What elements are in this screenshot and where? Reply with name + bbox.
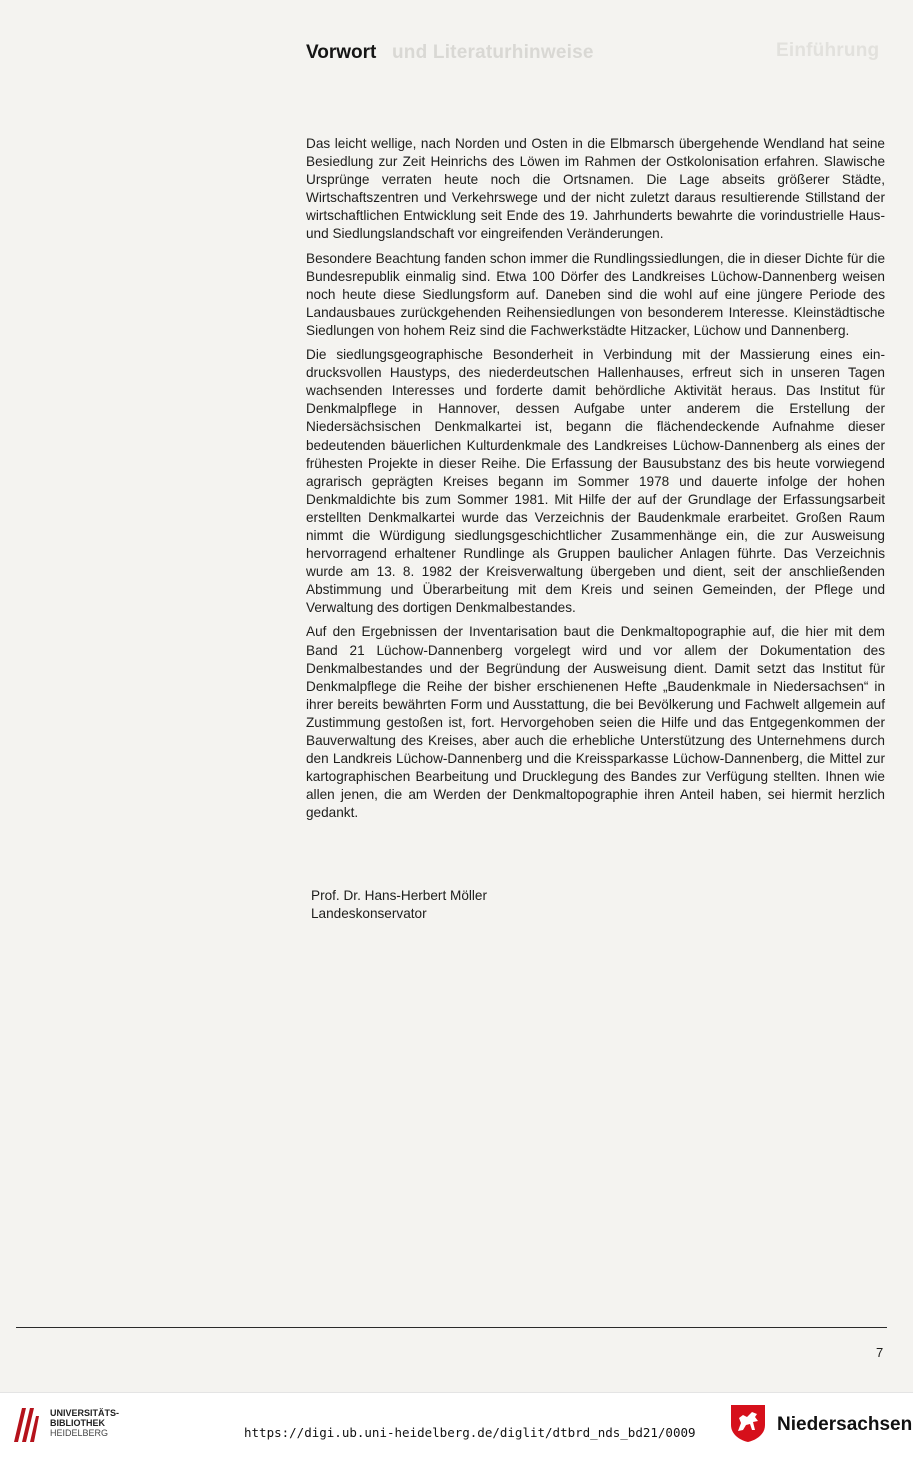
page-number: 7: [876, 1345, 884, 1360]
signature-role: Landeskonservator: [311, 906, 427, 922]
paragraph: Besondere Beachtung fanden schon immer die Rundlingssiedlungen, die in dieser Dichte für die Bundesrepublik einmalig sind. Etwa 100 Dörfer des Landkreises Lüchow-Dannenberg weisen noch heute diese Siedlungsform auf. Daneben sind die wohl auf eine jüngere Periode des Landausbaues zurückgehenden Reihensiedlungen von besonderem Interesse. Kleinstädtische Siedlungen von hohem Reiz sind die Fachwerkstädte Hitzacker, Lüchow und Dannenberg.: [306, 250, 885, 338]
paragraph: Die siedlungsgeographische Besonderheit in Verbindung mit der Massierung eines eindrucksvollen Haustyps, des niederdeutschen Hallenhauses, erfreut sich in unseren Tagen wachsenden Interesses und forderte damit behördliche Aktivität heraus. Das Institut für Denkmalpflege in Hannover, dessen Aufgabe unter anderem die Erstellung der Niedersächsischen Denkmalkartei ist, begann die flächendeckende Aufnahme dieser bedeutenden bäuerlichen Kulturdenkmale des Landkreises Lüchow-Dannenberg als eines der frühesten Projekte in dieser Reihe. Die Erfassung der Bausubstanz des bis heute vorwiegend agrarisch geprägten Kreises begann im Sommer 1978 und dauerte infolge der hohen Denkmaldichte bis zum Sommer 1981. Mit Hilfe der auf der Grundlage der Erfassungsarbeit erstellten Denkmalkartei wurde das Verzeichnis der Baudenkmale erarbeitet. Großen Raum nimmt die Würdigung siedlungsgeschichtlicher Zusammenhänge ein, die zur Ausweisung hervorragend erhaltener Rundlinge als Gruppen baulicher Anlagen führte. Das Verzeichnis wurde am 13. 8. 1982 der Kreisverwaltung übergeben und dient, seit der anschließenden Abstimmung und Überarbeitung mit dem Kreis und seinen Gemeinden, der Pflege und Verwaltung des dortigen Denkmalbestandes.: [306, 347, 885, 616]
permalink-url[interactable]: https://digi.ub.uni-heidelberg.de/diglit/dtbrd_nds_bd21/0009: [244, 1425, 696, 1440]
show-through-heading-right: Einführung: [776, 40, 880, 61]
signature-name: Prof. Dr. Hans-Herbert Möller: [311, 888, 488, 903]
paragraph: Auf den Ergebnissen der Inventarisation baut die Denkmaltopographie auf, die hier mit dem Band 21 Lüchow-Dannenberg vorgelegt wird und vor allem der Dokumentation des Denkmalbestandes und der Begründung der Ausweisung dient. Damit setzt das Institut für Denkmalpflege die Reihe der bisher erschienenen Hefte „Baudenkmale in Niedersachsen“ in ihrer bereits bewährten Form und Ausstattung, die bei Bevölkerung und Fachwelt allgemein auf Zustimmung gestoßen ist, fort. Hervorgehoben seien die Hilfe und das Entgegenkommen der Bauverwaltung des Kreises, aber auch die erhebliche Unterstützung des Unternehmens durch den Landkreis Lüchow-Dannenberg und die Kreissparkasse Lüchow-Dannenberg, die Mittel zur kartographischen Bearbeitung und Drucklegung des Bandes zur Verfügung stellten. Ihnen wie allen jenen, die am Werden der Denkmaltopographie ihren Anteil haben, sei hiermit herzlich gedankt.: [306, 624, 885, 821]
foreword-body: [306, 135, 885, 828]
show-through-heading: und Literaturhinweise: [392, 42, 594, 63]
paragraph: Das leicht wellige, nach Norden und Osten in die Elbmarsch übergehende Wendland hat seine Besiedlung zur Zeit Heinrichs des Löwen im Rahmen der Ostkolonisation erfahren. Slawische Ursprünge verraten heute noch die Ortsnamen. Die Lage abseits größerer Städte, Wirtschaftszentren und Verkehrswege und der nicht zuletzt daraus resultierende Stillstand der wirtschaftlichen Entwicklung seit Ende des 19. Jahrhunderts bewahrte die vorindustrielle Haus- und Siedlungslandschaft vor eingreifenden Veränderungen.: [306, 136, 885, 242]
viewer-footer: [0, 1392, 913, 1457]
signature-block: [311, 887, 487, 923]
page-title: Vorwort: [306, 42, 377, 63]
library-name: UNIVERSITÄTS- BIBLIOTHEK HEIDELBERG: [50, 1408, 120, 1438]
university-library-logo-icon[interactable]: [10, 1404, 42, 1444]
footer-divider: [16, 1327, 887, 1328]
partner-name: Niedersachsen: [777, 1414, 913, 1435]
niedersachsen-horse-icon[interactable]: [728, 1403, 768, 1443]
